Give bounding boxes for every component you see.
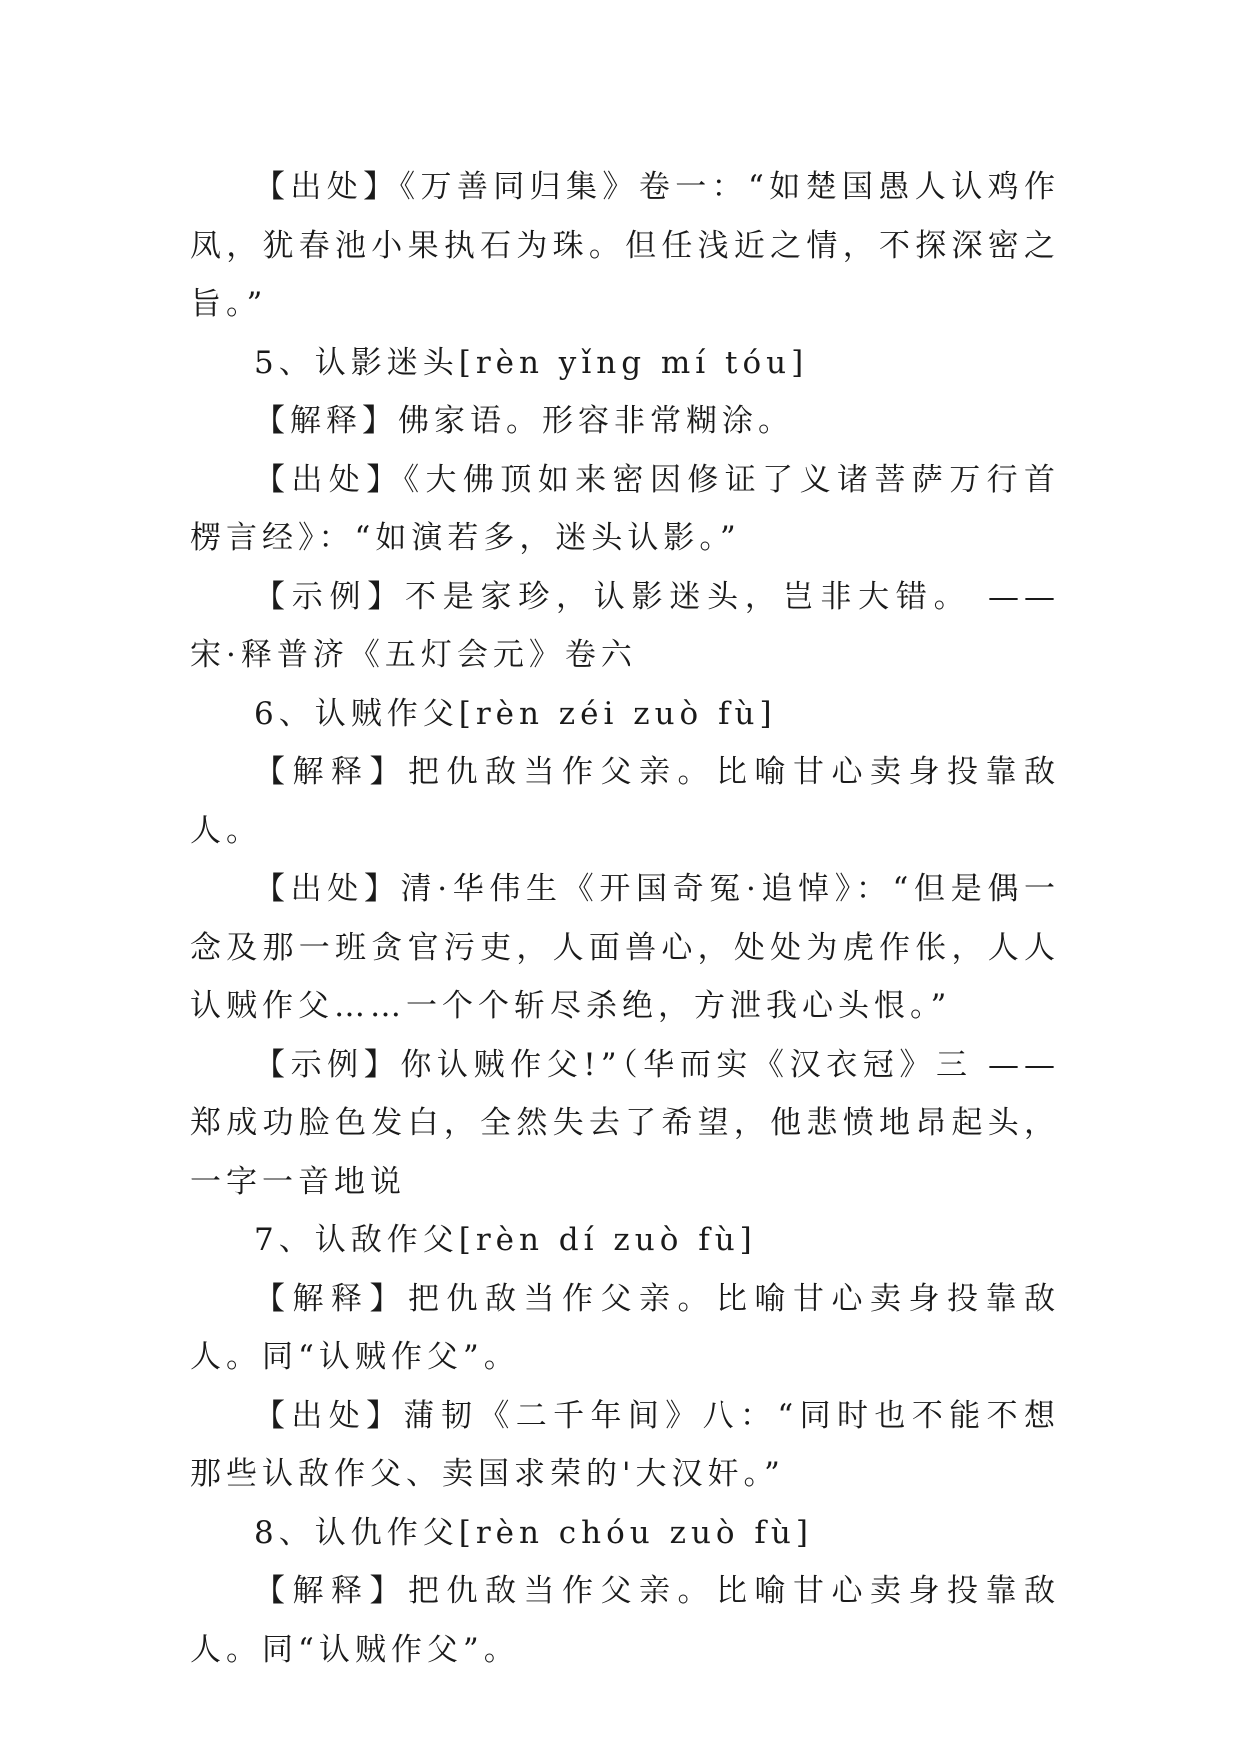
entry-heading-6: 6、认贼作父[rèn zéi zuò fù] xyxy=(254,695,777,732)
paragraph-example-5: 【示例】不是家珍，认影迷头，岂非大错。 ——宋·释普济《五灯会元》卷六 xyxy=(190,578,1060,673)
paragraph-source-wanshan: 【出处】《万善同归集》卷一：“如楚国愚人认鸡作凤，犹春池小果执石为珠。但任浅近之情，不探深密之旨。” xyxy=(190,169,1060,322)
paragraph-example-6: 【示例】你认贼作父!”（华而实《汉衣冠》三 ——郑成功脸色发白，全然失去了希望，他悲愤地昂起头，一字一音地说 xyxy=(190,1046,1060,1200)
entry-heading-5: 5、认影迷头[rèn yǐng mí tóu] xyxy=(254,344,809,381)
document-body xyxy=(190,158,1060,1679)
entry-heading-8: 8、认仇作父[rèn chóu zuò fù] xyxy=(254,1514,813,1551)
paragraph-explanation-8: 【解释】把仇敌当作父亲。比喻甘心卖身投靠敌人。同“认贼作父”。 xyxy=(190,1573,1060,1668)
paragraph-source-7: 【出处】蒲韧《二千年间》八：“同时也不能不想那些认敌作父、卖国求荣的'大汉奸。” xyxy=(190,1397,1060,1492)
paragraph-explanation-7: 【解释】把仇敌当作父亲。比喻甘心卖身投靠敌人。同“认贼作父”。 xyxy=(190,1280,1060,1375)
entry-heading-7: 7、认敌作父[rèn dí zuò fù] xyxy=(254,1222,757,1258)
paragraph-explanation-5: 【解释】佛家语。形容非常糊涂。 xyxy=(254,403,794,439)
paragraph-explanation-6: 【解释】把仇敌当作父亲。比喻甘心卖身投靠敌人。 xyxy=(190,754,1060,849)
paragraph-source-6: 【出处】清·华伟生《开国奇冤·追悼》：“但是偶一念及那一班贪官污吏，人面兽心，处处为虎作伥，人人认贼作父……一个个斩尽杀绝，方泄我心头恨。” xyxy=(190,871,1060,1024)
paragraph-source-5: 【出处】《大佛顶如来密因修证了义诸菩萨万行首楞言经》：“如演若多，迷头认影。” xyxy=(190,461,1060,556)
